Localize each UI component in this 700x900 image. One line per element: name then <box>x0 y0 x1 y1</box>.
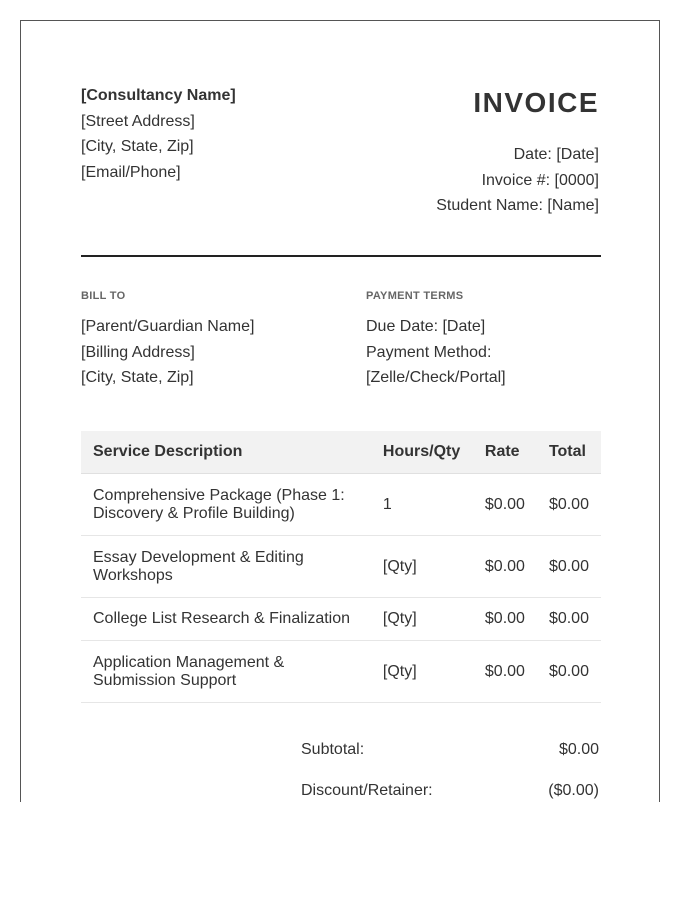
invoice-meta <box>436 142 599 219</box>
discount-label: Discount/Retainer: <box>301 782 433 799</box>
header-rate: Rate <box>473 431 537 474</box>
row-total: $0.00 <box>537 641 601 703</box>
services-table <box>81 431 601 703</box>
invoice-number: Invoice #: [0000] <box>481 171 599 189</box>
table-row <box>81 598 601 641</box>
header-divider <box>81 255 601 257</box>
row-rate: $0.00 <box>473 474 537 536</box>
table-header-row <box>81 431 601 474</box>
sender-contact: [Email/Phone] <box>81 163 181 181</box>
table-row <box>81 474 601 536</box>
row-description: Application Management & Submission Support <box>81 641 371 703</box>
invoice-page <box>20 20 660 802</box>
sender-street: [Street Address] <box>81 112 195 130</box>
invoice-date: Date: [Date] <box>513 146 599 163</box>
payment-terms-heading: PAYMENT TERMS <box>366 290 464 302</box>
guardian-name: [Parent/Guardian Name] <box>81 318 255 335</box>
header-total: Total <box>537 431 601 474</box>
row-total: $0.00 <box>537 598 601 641</box>
bill-to-heading: BILL TO <box>81 290 126 302</box>
discount-value: ($0.00) <box>548 782 599 799</box>
bill-to-block <box>81 314 254 391</box>
consultancy-name: [Consultancy Name] <box>81 87 236 104</box>
sender-block <box>81 83 236 185</box>
row-description: Comprehensive Package (Phase 1: Discovery & Profile Building) <box>81 474 371 536</box>
billing-city: [City, State, Zip] <box>81 369 194 386</box>
payment-method-label: Payment Method: <box>366 343 492 361</box>
row-description: College List Research & Finalization <box>81 598 371 641</box>
table-row <box>81 641 601 703</box>
subtotal-value: $0.00 <box>558 741 599 758</box>
header-qty: Hours/Qty <box>371 431 473 474</box>
row-qty: [Qty] <box>371 536 473 598</box>
row-qty: [Qty] <box>371 598 473 641</box>
row-description: Essay Development & Editing Workshops <box>81 536 371 598</box>
billing-address: [Billing Address] <box>81 343 195 361</box>
student-name: Student Name: [Name] <box>436 197 599 214</box>
payment-terms-block <box>366 314 506 391</box>
header-description: Service Description <box>81 431 371 474</box>
invoice-title: INVOICE <box>473 87 599 118</box>
row-rate: $0.00 <box>473 598 537 641</box>
row-qty: [Qty] <box>371 641 473 703</box>
row-total: $0.00 <box>537 536 601 598</box>
table-row <box>81 536 601 598</box>
due-date: Due Date: [Date] <box>366 318 486 335</box>
payment-method-value: [Zelle/Check/Portal] <box>366 369 506 386</box>
row-total: $0.00 <box>537 474 601 536</box>
row-rate: $0.00 <box>473 536 537 598</box>
subtotal-label: Subtotal: <box>301 741 365 758</box>
row-qty: 1 <box>371 474 473 536</box>
row-rate: $0.00 <box>473 641 537 703</box>
sender-city: [City, State, Zip] <box>81 138 194 155</box>
